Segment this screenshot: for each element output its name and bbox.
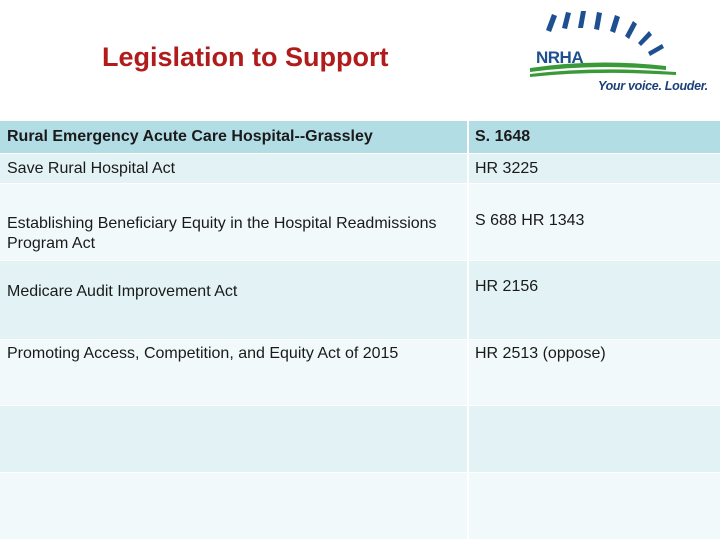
logo-name: NRHA: [536, 48, 584, 67]
bill-number-cell: S 688 HR 1343: [475, 212, 585, 229]
bill-name-cell: Save Rural Hospital Act: [7, 160, 176, 177]
bill-name-cell: [0, 406, 467, 472]
nrha-logo: [526, 10, 710, 100]
bill-number-cell: [469, 406, 720, 472]
bill-name-cell: [0, 473, 467, 539]
bill-name-cell: Medicare Audit Improvement Act: [7, 283, 238, 300]
table-row: [0, 261, 720, 340]
table-row: [0, 406, 720, 473]
bill-name-cell: Establishing Beneficiary Equity in the Hospital Readmissions Program Act: [7, 215, 437, 252]
bill-number-cell: S. 1648: [475, 128, 531, 145]
table-row: [0, 340, 720, 406]
legislation-table: [0, 121, 720, 540]
slide-title: Legislation to Support: [102, 42, 389, 72]
bill-name-cell: Promoting Access, Competition, and Equity Act of 2015: [7, 345, 399, 362]
logo-tagline: Your voice. Louder.: [598, 79, 708, 93]
table-row: [0, 473, 720, 540]
bill-number-cell: [469, 473, 720, 539]
table-row: [0, 184, 720, 261]
bill-number-cell: HR 2513 (oppose): [475, 345, 606, 362]
bill-number-cell: HR 3225: [475, 160, 539, 177]
table-header-row: [0, 121, 720, 154]
bill-number-cell: HR 2156: [475, 278, 539, 295]
bill-name-cell: Rural Emergency Acute Care Hospital--Grassley: [7, 128, 373, 145]
table-row: [0, 154, 720, 184]
